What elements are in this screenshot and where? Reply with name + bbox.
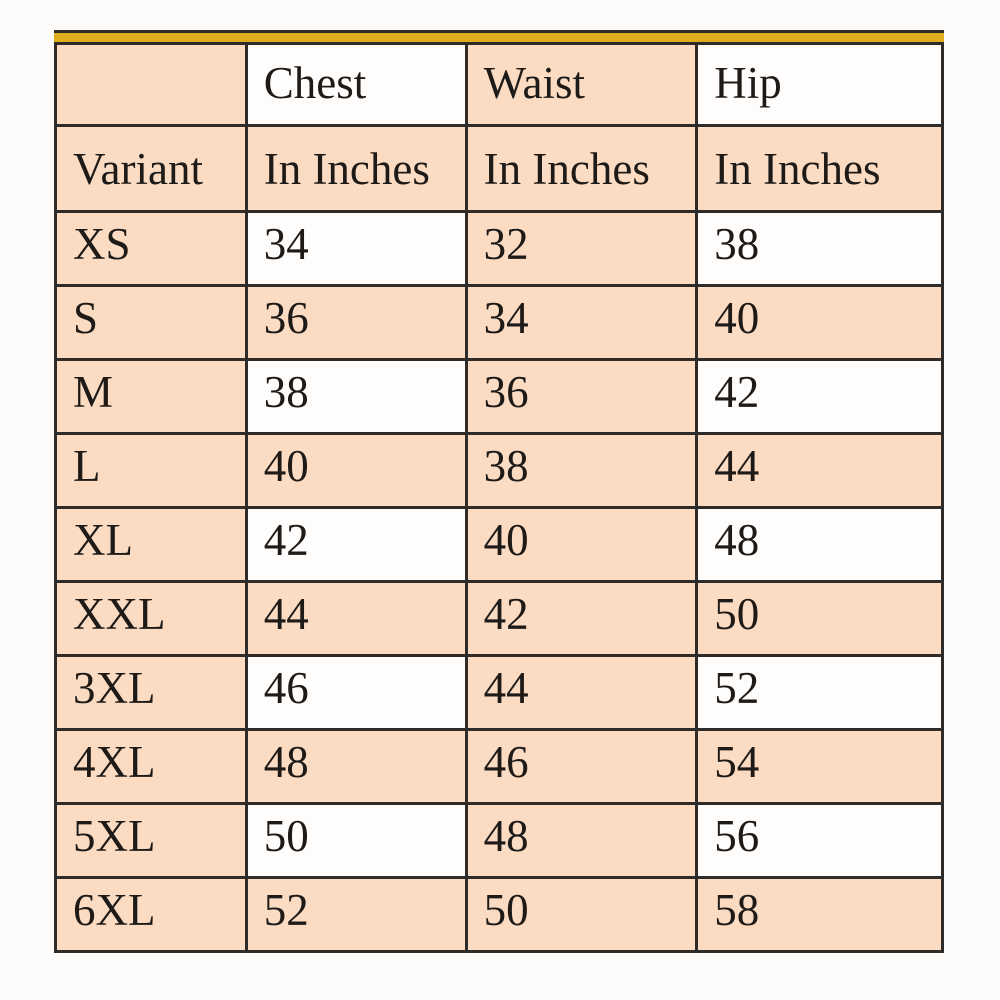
table-row-5xl [56,804,943,878]
table-row-xl [56,508,943,582]
cell-chest: 46 [246,656,466,730]
cell-variant: S [56,286,247,360]
cell-chest: 44 [246,582,466,656]
cell-hip: 38 [697,212,943,286]
cell-chest: 42 [246,508,466,582]
cell-chest: 40 [246,434,466,508]
cell-chest: 50 [246,804,466,878]
cell-waist: 40 [466,508,697,582]
subheader-variant: Variant [56,126,247,212]
cell-variant: XL [56,508,247,582]
header-empty-cell [56,44,247,126]
table-row-s [56,286,943,360]
cell-hip: 44 [697,434,943,508]
cell-hip: 50 [697,582,943,656]
cell-waist: 42 [466,582,697,656]
subheader-hip-unit: In Inches [697,126,943,212]
cell-variant: L [56,434,247,508]
cell-waist: 44 [466,656,697,730]
cell-hip: 40 [697,286,943,360]
cell-chest: 48 [246,730,466,804]
cell-hip: 58 [697,878,943,952]
header-row [56,44,943,126]
cell-hip: 52 [697,656,943,730]
cell-chest: 38 [246,360,466,434]
header-waist: Waist [466,44,697,126]
cell-hip: 56 [697,804,943,878]
cell-chest: 52 [246,878,466,952]
gold-accent-bar [54,30,944,42]
cell-hip: 42 [697,360,943,434]
cell-variant: 4XL [56,730,247,804]
cell-variant: M [56,360,247,434]
table-row-3xl [56,656,943,730]
cell-waist: 50 [466,878,697,952]
cell-chest: 34 [246,212,466,286]
table-row-6xl [56,878,943,952]
cell-waist: 32 [466,212,697,286]
cell-hip: 48 [697,508,943,582]
cell-variant: 6XL [56,878,247,952]
cell-variant: XXL [56,582,247,656]
size-chart [54,30,944,953]
table-row-l [56,434,943,508]
units-row [56,126,943,212]
cell-waist: 38 [466,434,697,508]
cell-waist: 34 [466,286,697,360]
table-row-m [56,360,943,434]
cell-variant: 5XL [56,804,247,878]
table-row-4xl [56,730,943,804]
header-hip: Hip [697,44,943,126]
cell-waist: 48 [466,804,697,878]
cell-variant: XS [56,212,247,286]
cell-waist: 46 [466,730,697,804]
table-row-xs [56,212,943,286]
cell-waist: 36 [466,360,697,434]
size-chart-table [54,42,944,953]
subheader-chest-unit: In Inches [246,126,466,212]
table-row-xxl [56,582,943,656]
cell-variant: 3XL [56,656,247,730]
subheader-waist-unit: In Inches [466,126,697,212]
cell-chest: 36 [246,286,466,360]
cell-hip: 54 [697,730,943,804]
header-chest: Chest [246,44,466,126]
